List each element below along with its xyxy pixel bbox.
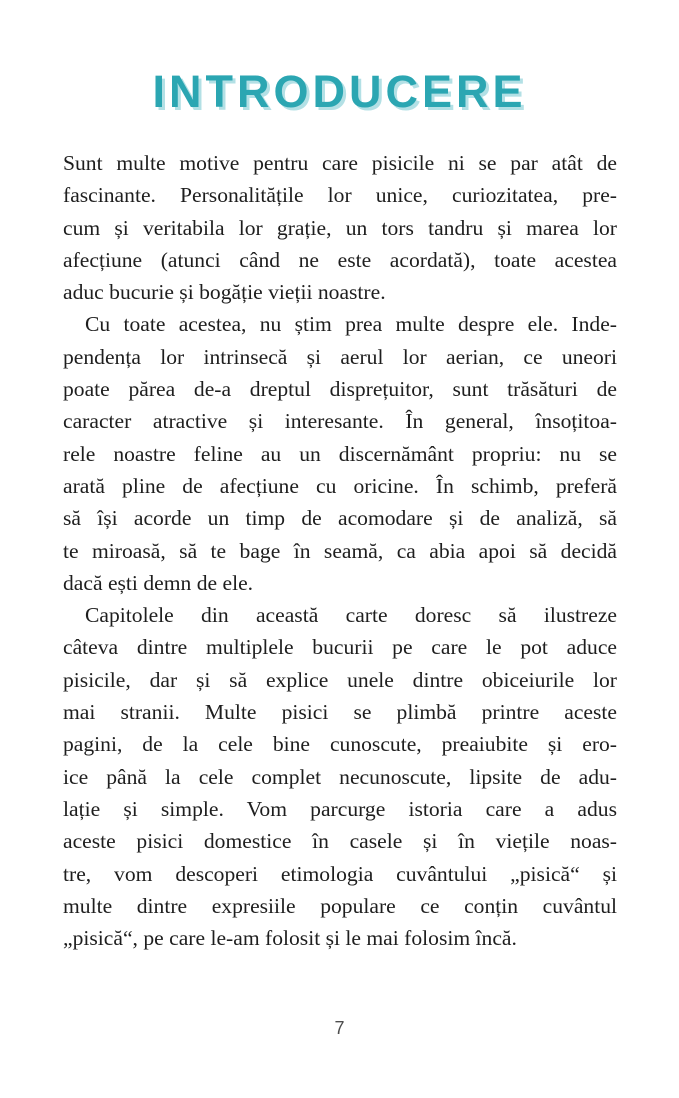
text-line: dacă ești demn de ele. xyxy=(63,570,254,595)
page-number: 7 xyxy=(334,1018,345,1038)
text-line: rele noastre feline au un discernământ propriu: nu se xyxy=(63,441,617,466)
text-line: pagini, de la cele bine cunoscute, preaiubite și ero- xyxy=(63,732,617,757)
text-line: afecțiune (atunci când ne este acordată), toate acestea xyxy=(63,247,617,272)
paragraph xyxy=(63,308,617,599)
text-line: pendența lor intrinsecă și aerul lor aerian, ce uneori xyxy=(63,344,617,369)
text-line: Sunt multe motive pentru care pisicile ni se par atât de xyxy=(63,151,617,175)
chapter-title: INTRODUCERE xyxy=(152,66,527,117)
text-line: arată pline de afecțiune cu oricine. În schimb, preferă xyxy=(63,473,617,498)
text-line: te miroasă, să te bage în seamă, ca abia apoi să decidă xyxy=(63,538,617,563)
text-line: fascinante. Personalitățile lor unice, curiozitatea, pre- xyxy=(63,183,617,208)
body-text xyxy=(63,147,617,954)
text-line: să își acorde un timp de acomodare și de analiză, să xyxy=(63,506,617,531)
paragraph xyxy=(63,599,617,954)
text-line: „pisică“, pe care le-am folosit și le mai folosim încă. xyxy=(63,926,517,951)
text-line: aceste pisici domestice în casele și în viețile noas- xyxy=(63,829,617,854)
text-line: Capitolele din această carte doresc să ilustreze xyxy=(85,603,617,628)
text-line: cum și veritabila lor grație, un tors tandru și marea lor xyxy=(63,215,617,240)
text-line: multe dintre expresiile populare ce conțin cuvântul xyxy=(63,893,617,918)
text-line: caracter atractive și interesante. În general, însoțitoa- xyxy=(63,409,617,434)
text-line: câteva dintre multiplele bucurii pe care le pot aduce xyxy=(63,635,617,660)
text-line: mai stranii. Multe pisici se plimbă printre aceste xyxy=(63,700,617,725)
text-line: Cu toate acestea, nu știm prea multe despre ele. Inde- xyxy=(85,312,617,337)
text-line: tre, vom descoperi etimologia cuvântului „pisică“ și xyxy=(63,861,617,886)
paragraph xyxy=(63,147,617,308)
text-line: lație și simple. Vom parcurge istoria care a adus xyxy=(63,796,617,821)
text-line: poate părea de-a dreptul disprețuitor, sunt trăsături de xyxy=(63,377,617,402)
text-line: ice până la cele complet necunoscute, lipsite de adu- xyxy=(63,764,617,789)
text-line: pisicile, dar și să explice unele dintre obiceiurile lor xyxy=(63,667,617,692)
text-line: aduc bucurie și bogăție vieții noastre. xyxy=(63,280,386,305)
